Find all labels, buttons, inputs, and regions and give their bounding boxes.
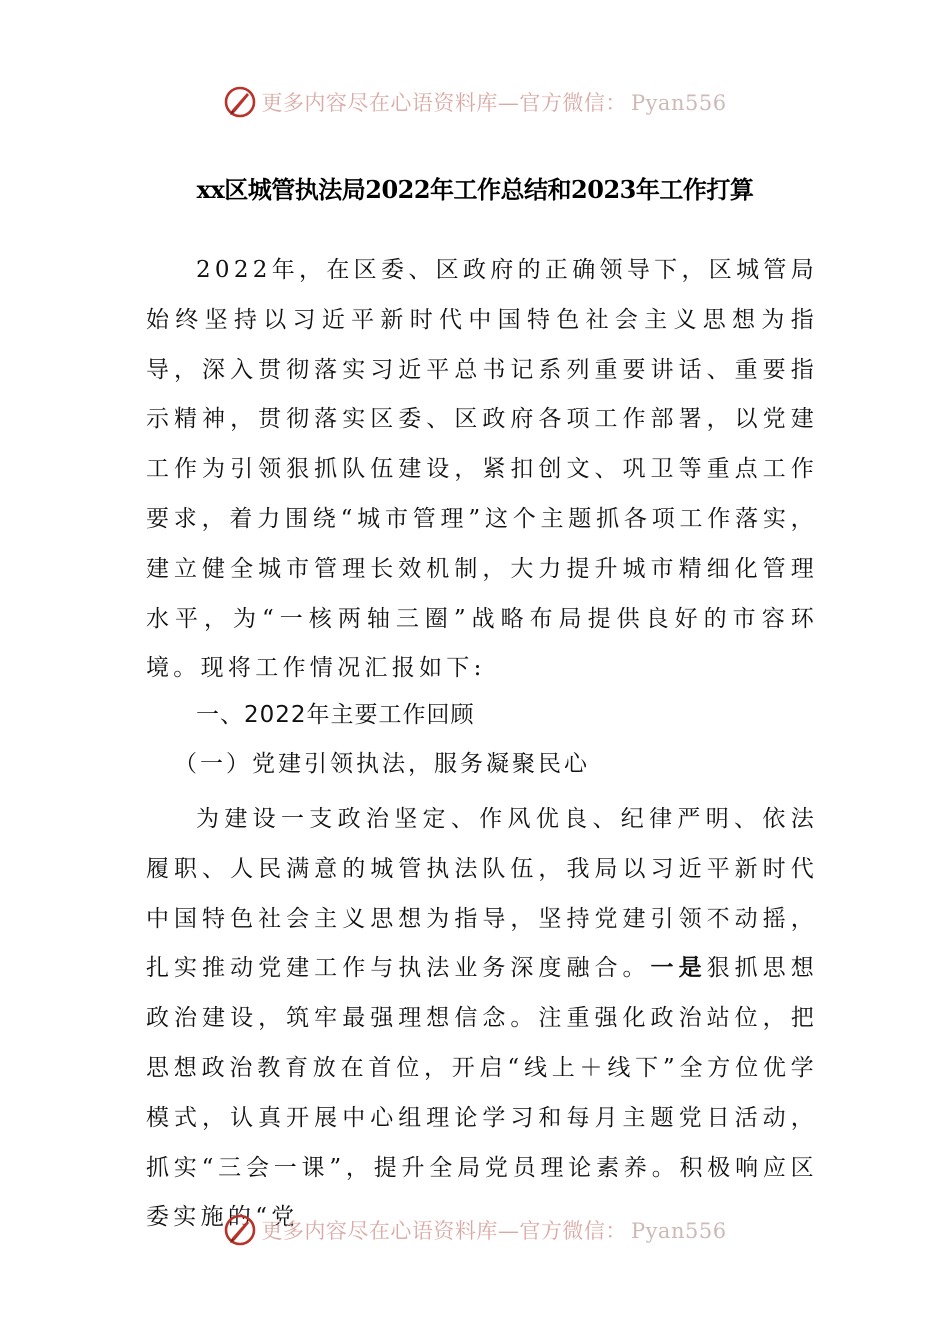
document-title: xx区城管执法局2022年工作总结和2023年工作打算 <box>196 175 754 204</box>
section-heading: 一、2022年主要工作回顾 <box>196 702 475 728</box>
banner-label: 更多内容尽在心语资料库—官方微信： <box>261 1219 627 1243</box>
paragraph-text-continued: 狠抓思想政治建设，筑牢最强理想信念。注重强化政治站位，把思想政治教育放在首位，开启“线上＋线下”全方位优学模式，认真开展中心组理论学习和每月主题党日活动，抓实“三会一课”，提升全局党员理论素养。积极响应区委实施的“党 <box>146 955 818 1231</box>
intro-paragraph: 2022年，在区委、区政府的正确领导下，区城管局始终坚持以习近平新时代中国特色社会主义思想为指导，深入贯彻落实习近平总书记系列重要讲话、重要指示精神，贯彻落实区委、区政府各项工作部署，以党建工作为引领狠抓队伍建设，紧扣创文、巩卫等重点工作要求，着力围绕“城市管理”这个主题抓各项工作落实，建立健全城市管理长效机制，大力提升城市精细化管理水平，为“一核两轴三圈”战略布局提供良好的市容环境。现将工作情况汇报如下: <box>146 257 818 682</box>
banner-wechat-id: Pyan556 <box>630 1219 727 1243</box>
paragraph-text: 为建设一支政治坚定、作风优良、纪律严明、依法履职、人民满意的城管执法队伍，我局以习近平新时代中国特色社会主义思想为指导，坚持党建引领不动摇，扎实推动党建工作与执法业务深度融合。 <box>146 806 818 982</box>
banner-text <box>261 1215 726 1245</box>
header-banner <box>0 82 950 122</box>
banner-label: 更多内容尽在心语资料库—官方微信： <box>261 91 627 115</box>
banner-text <box>261 87 726 117</box>
body-paragraph <box>146 795 818 1243</box>
emphasis-text: 一是 <box>650 955 707 982</box>
quill-logo-icon <box>223 85 257 119</box>
subsection-heading: （一）党建引领执法，服务凝聚民心 <box>174 751 590 777</box>
footer-banner <box>0 1210 950 1250</box>
quill-logo-icon <box>223 1213 257 1247</box>
banner-wechat-id: Pyan556 <box>630 91 727 115</box>
